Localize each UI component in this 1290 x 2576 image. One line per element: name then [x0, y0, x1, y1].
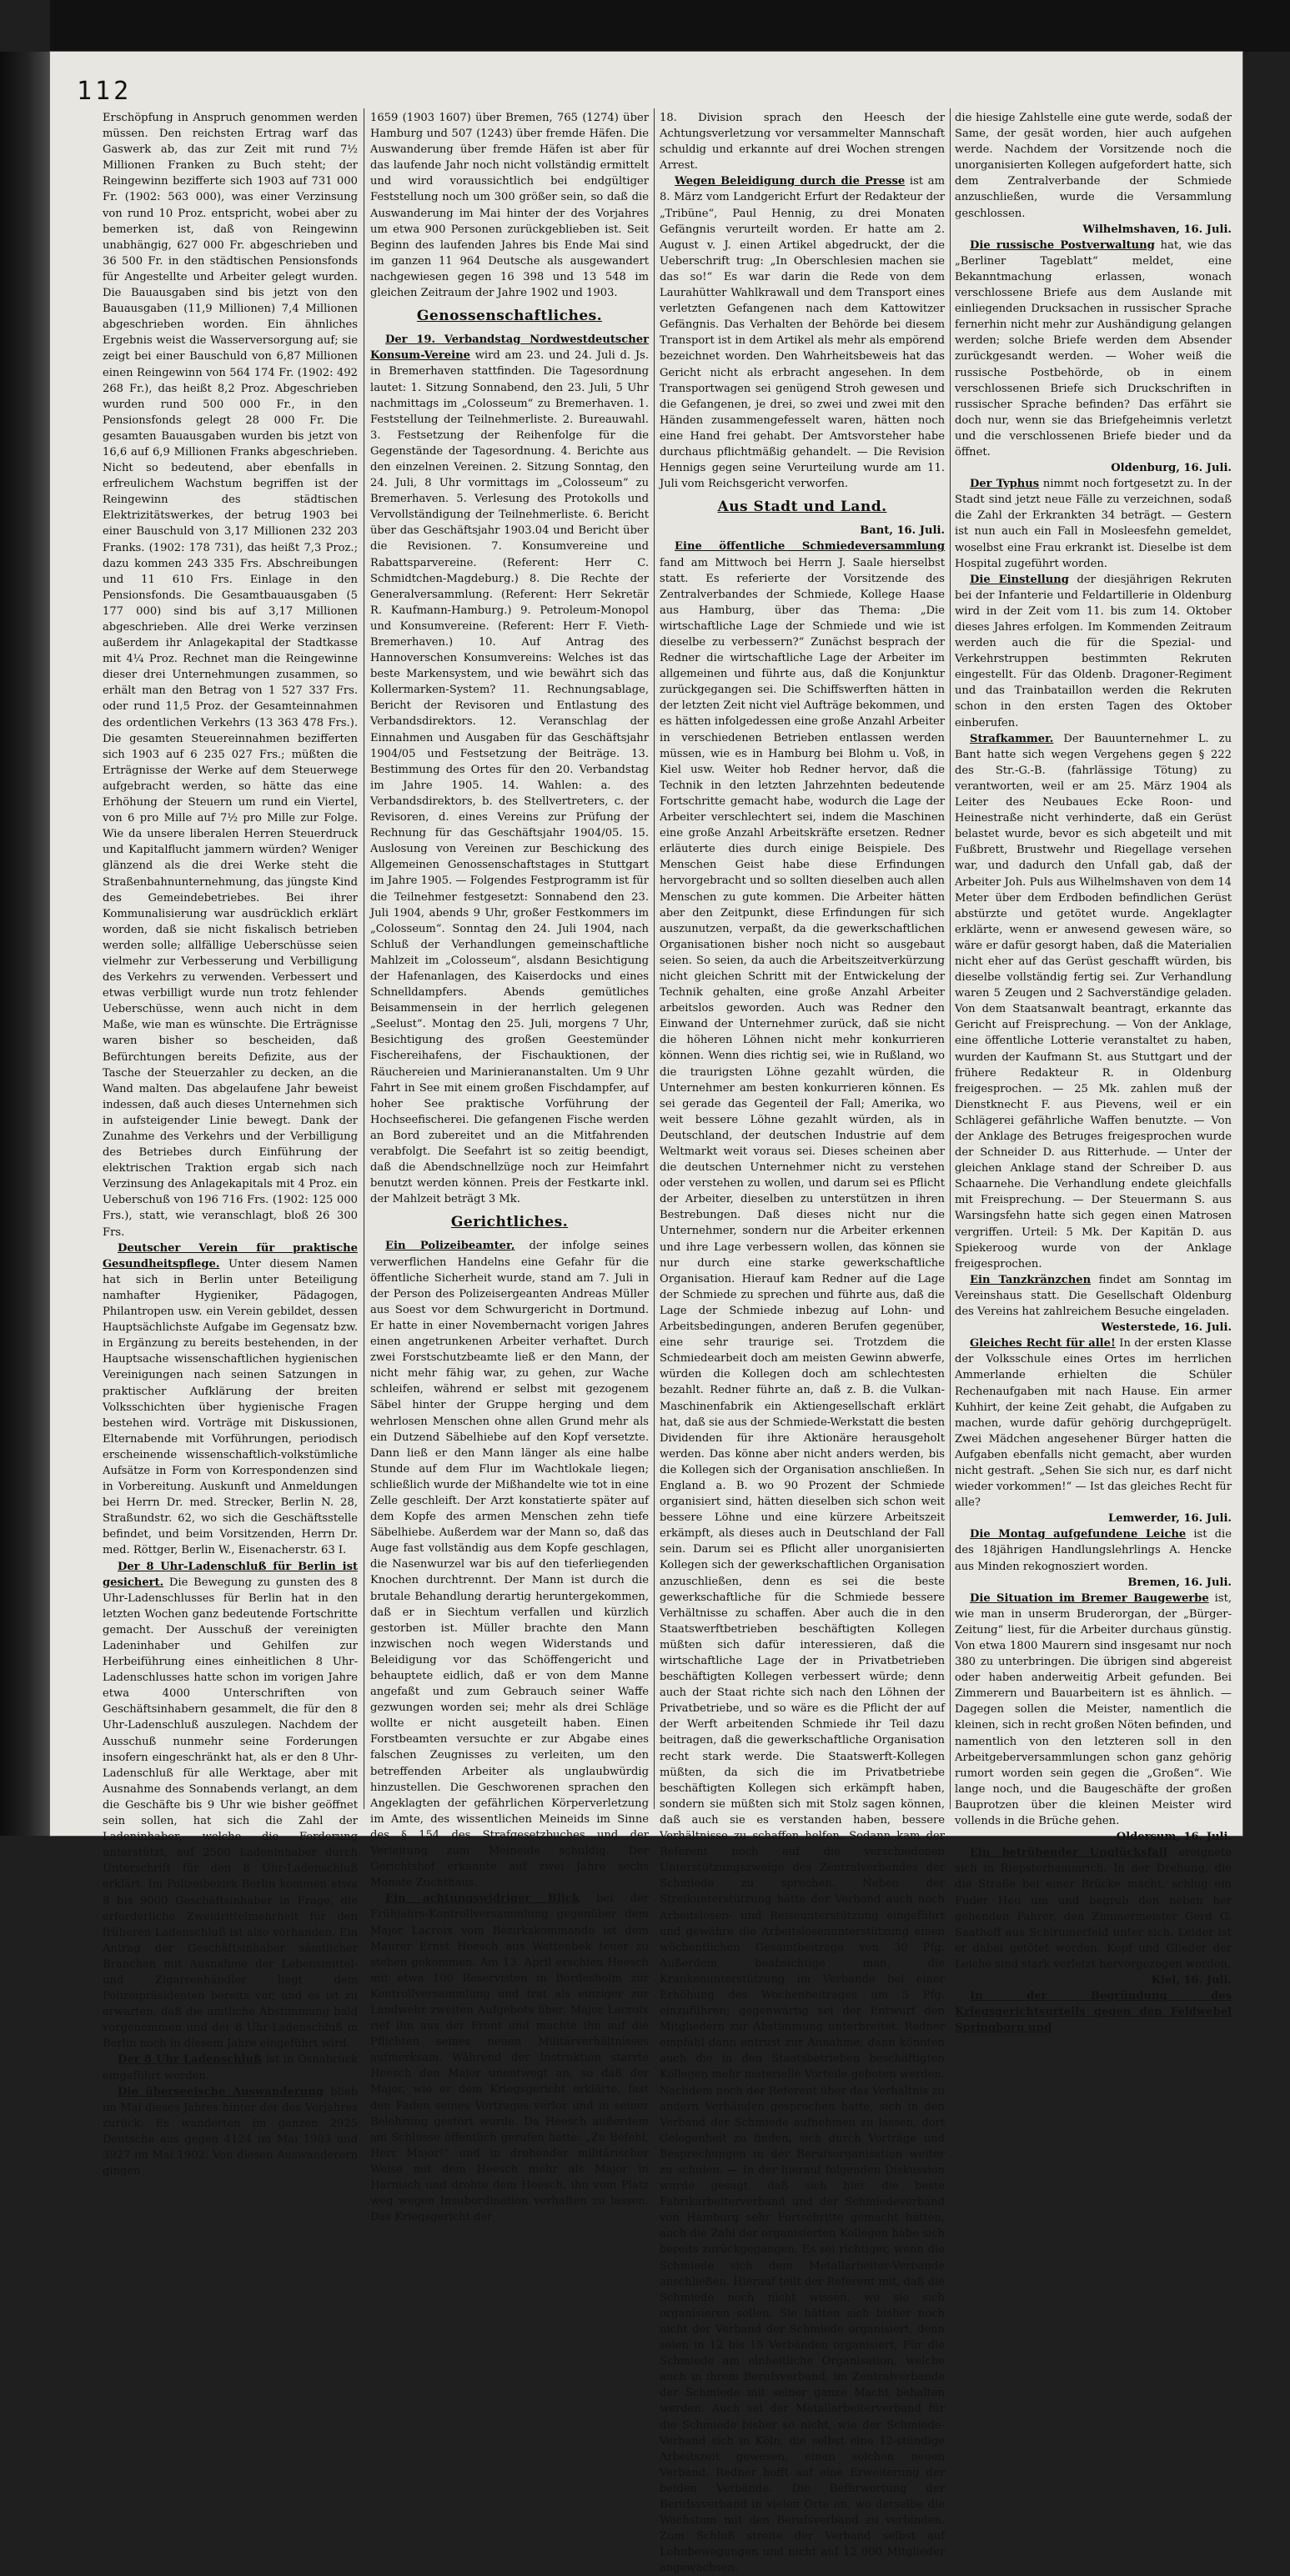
- article-paragraph: [103, 1240, 358, 1559]
- article-headline: Ein Polizeibeamter,: [385, 1240, 515, 1253]
- article-paragraph: [955, 1336, 1232, 1511]
- article-headline: Die Einstellung: [970, 573, 1069, 586]
- article-text: bei der Frühjahrs-Kontrollversammlung gegenüber dem Major Lacroix vom Bezirkskommando ist dem Maurer Ernst Heesch aus Wattenbek teuer zu stehen gekommen. Am 13. April erschien Heesch mit etwa 100 Reservisten in Bordesholm zur Kontrollversammlung und trat als einziger zur Landwehr zweiten Aufgebots über. Major Lacroix rief ihn aus der Front und machte ihn auf die Pflichten seines neuen Militärverhältnisses aufmerksam. Während der Instruktion starrte Heesch den Major unentwegt an, so daß der Major, wie er dem Kriegsgericht erklärte, fast den Faden seines Vortrages verlor und in seiner Belehrung gestört wurde. Da Heesch außerdem am Schlusse öffentlich gerufen hatte: „Zu Befehl, Herr Major!“ und in drohender militärischer Weise mit dem Heesch mehr als Major in Harnisch und drohte dem Heesch, ihn vom Platz weg wegen Insubordination verhaften zu lassen. Das Kriegsgericht der: [370, 1892, 650, 2224]
- article-paragraph: [103, 110, 358, 1240]
- dateline: Bremen, 16. Juli.: [1127, 1576, 1232, 1589]
- dateline: Wilhelmshaven, 16. Juli.: [1082, 223, 1232, 236]
- article-headline: Deutscher Verein für praktische Gesundheitspflege.: [103, 1241, 358, 1270]
- article-paragraph: [955, 731, 1232, 1272]
- article-text: Erschöpfung in Anspruch genommen werden müssen. Den reichsten Ertrag warf das Gaswerk ab, das zur Zeit mit rund 7½ Millionen Franken zu Buch steht; der Reingewinn bezifferte sich 1903 auf 731 000 Fr. (1902: 563 000), was einer Verzinsung von rund 10 Proz. entspricht, wobei aber zu bemerken ist, daß von Reingewinn unabhängig, 627 000 Fr. abgeschrieben und 36 500 Fr. in den städtischen Pensionsfonds für Angestellte und Arbeiter gelegt wurden. Die Bauausgaben sind bis jetzt von den Bauausgaben (11,9 Millionen) 7,4 Millionen abgeschrieben worden. Ein ähnliches Ergebnis weist die Wasserversorgung auf; sie zeigt bei einer Bauschuld von 6,87 Millionen einen Reingewinn von 564 174 Fr. (1902: 492 268 Fr.), das heißt 8,2 Proz. Abgeschrieben wurden rund 500 000 Fr., in den Pensionsfonds gelegt 28 000 Fr. Die gesamten Bauausgaben wurden bis jetzt von 16,6 auf 6,9 Millionen Franks abgeschrieben. Nicht so bedeutend, aber ebenfalls in erfreulichem Wachstum begriffen ist der Reingewinn des städtischen Elektrizitätswerkes, der betrug 1903 bei einer Bauschuld von 3,17 Millionen 232 203 Franks. (1902: 178 731), das heißt 7,3 Proz.; dazu kommen 243 335 Frs. Abschreibungen und 11 610 Frs. Einlage in den Pensionsfonds. Die Gesamtbauausgaben (5 177 000) sind bis auf 3,17 Millionen abgeschrieben. Alle drei Werke verzinsen außerdem ihr Anlagekapital der Stadtkasse mit 4¼ Proz. Rechnet man die Reingewinne dieser drei Unternehmungen zusammen, so erhält man den Betrag von 1 527 337 Frs. oder rund 11,5 Proz. der Gesamteinnahmen des ordentlichen Verkehrs (13 363 478 Frs.). Die gesamten Steuereinnahmen bezifferten sich 1903 auf 6 235 027 Frs.; müßten die Erträgnisse der Werke auf dem Steuerwege aufgebracht werden, so hätte das eine Erhöhung der Steuern um rund ein Viertel, von 6 pro Mille auf 7½ pro Mille zur Folge. Wie da unsere liberalen Herren Steuerdruck und Kapitalflucht jammern würden? Weniger glänzend als die drei Werke steht die Straßenbahnunternehmung, das jüngste Kind des Gemeindebetriebes. Bei ihrer Kommunalisierung war ausdrücklich erklärt worden, daß sie nicht fiskalisch betrieben werden solle; allfällige Ueberschüsse seien vielmehr zur Verbesserung und Verbilligung des Verkehrs zu verwenden. Verbessert und etwas verbilligt wurde nun trotz fehlender Ueberschüsse, wenn auch nicht in dem Maße, wie man es wünschte. Die Erträgnisse waren bisher so bescheiden, daß Befürchtungen bereits Defizite, aus der Tasche der Steuerzahler zu decken, an die Wand malten. Das abgelaufene Jahr beweist indessen, daß auch dieses Unternehmen sich in aufsteigender Linie bewegt. Dank der Zunahme des Verkehrs und der Verbilligung des Betriebes durch Einführung der elektrischen Traktion ergab sich nach Verzinsung des Anlagekapitals mit 4 Proz. ein Ueberschuß von 196 716 Frs. (1902: 125 000 Frs.), statt, wie veranschlagt, bloß 26 300 Frs.: [103, 112, 358, 1239]
- article-text: der infolge seines verwerflichen Handelns eine Gefahr für die öffentliche Sicherheit wurde, stand am 7. Juli in der Person des Polizeisergeanten Andreas Müller aus Soest vor dem Schwurgericht in Dortmund. Er hatte in einer Novembernacht vorigen Jahres einen angetrunkenen Arbeiter verhaftet. Durch zwei Forstschutzbeamte ließ er den Mann, der nicht mehr fähig war, zu gehen, zur Wache schleifen, während er selbst mit gezogenem Säbel hinter der Gruppe herging und dem wehrlosen Menschen ohne allen Grund mehr als ein Dutzend Säbelhiebe auf den Kopf versetzte. Dann ließ er den Mann länger als eine halbe Stunde auf dem Flur im Wachtlokale liegen; schließlich wurde der Mißhandelte wie tot in eine Zelle geschleift. Der Arzt konstatierte später auf dem Kopfe des armen Menschen zehn tiefe Säbelhiebe. Außerdem war der Mann so, daß das Auge fast vollständig aus dem Kopfe geschlagen, die Nasenwurzel war bis auf den tieferliegenden Knochen durchtrennt. Der Mann ist durch die brutale Behandlung derartig heruntergekommen, daß er in Siechtum verfallen und kürzlich gestorben ist. Müller brachte den Mann inzwischen noch wegen Widerstands und Beleidigung vor das Schöffengericht und behauptete eidlich, daß er von dem Manne angefaßt und zum Gebrauch seiner Waffe gezwungen worden sei; mehr als drei Schläge wollte er nicht ausgeteilt haben. Einen Forstbeamten versuchte er zur Abgabe eines falschen Zeugnisses zu verleiten, um den betreffenden Arbeiter als unglaubwürdig hinzustellen. Die Geschworenen sprachen den Angeklagten der gefährlichen Körperverletzung im Amte, des wissentlichen Meineids im Sinne des § 154 des Strafgesetzbuches und der Verleitung zum Meineide schuldig. Der Gerichtshof erkannte auf zwei Jahre sechs Monate Zuchthaus.: [370, 1240, 649, 1890]
- dateline: Lemwerder, 16. Juli.: [1107, 1512, 1232, 1526]
- column-3: [660, 110, 945, 2575]
- section-heading: Genossenschaftliches.: [416, 308, 603, 325]
- article-paragraph: [103, 2052, 358, 2083]
- article-paragraph: [660, 539, 945, 2576]
- article-headline: Die russische Postverwaltung: [970, 238, 1155, 252]
- article-paragraph: [370, 1891, 649, 2225]
- article-headline: Der 19. Verbandstag Nordwestdeutscher Konsum-Vereine: [370, 333, 649, 363]
- article-text: ist in Osnabrück eingeführt worden.: [103, 2053, 358, 2082]
- article-text: nimmt noch fortgesetzt zu. In der Stadt sind jetzt neue Fälle zu verzeichnen, sodaß die Zahl der Erkrankten 34 beträgt. — Gestern ist nun auch ein Fall in Mosleesfehn gemeldet, woselbst eine Frau erkrankt ist. Dieselbe ist dem Hospital zugeführt worden.: [955, 478, 1232, 570]
- column-2: [370, 110, 650, 2224]
- section-heading: Aus Stadt und Land.: [717, 499, 887, 516]
- article-headline: Die Montag aufgefundene Leiche: [970, 1528, 1187, 1541]
- article-headline: In der Begründung des Kriegsgerichtsurteils gegen den Feldwebel Springborn und: [955, 1990, 1232, 2035]
- article-headline: Ein betrübender Unglücksfall: [970, 1847, 1167, 1860]
- article-paragraph: [955, 1988, 1232, 2036]
- article-text: wird am 23. und 24. Juli d. Js. in Bremerhaven stattfinden. Die Tagesordnung lautet: 1. Sitzung Sonnabend, den 23. Juli, 5 Uhr nachmittags im „Colosseum“ zu Bremerhaven. 1. Feststellung der Teilnehmerliste. 2. Bureauwahl. 3. Festsetzung der Reihenfolge für die Gegenstände der Tagesordnung. 4. Berichte aus den einzelnen Vereinen. 2. Sitzung Sonntag, den 24. Juli, 8 Uhr vormittags im „Colosseum“ zu Bremerhaven. 5. Verlesung des Protokolls und Vervollständigung der Teilnehmerliste. 6. Bericht über das Geschäftsjahr 1903.04 und Bericht über die Revisionen. 7. Konsumvereine und Rabattsparvereine. (Referent: Herr C. Schmidtchen-Magdeburg.) 8. Die Rechte der Generalversammlung. (Referent: Herr Sekretär R. Kaufmann-Hamburg.) 9. Petroleum-Monopol und Konsumvereine. (Referent: Herr F. Vieth-Bremerhaven.) 10. Auf Antrag des Hannoverschen Konsumvereins: Welches ist das beste Markensystem, und wie bewährt sich das Kollermarken-System? 11. Rechnungsablage, Bericht der Revisoren und Entlastung des Verbandsdirektors. 12. Veranschlag der Einnahmen und Ausgaben für das Geschäftsjahr 1904/05 und Festsetzung der Beiträge. 13. Bestimmung des Ortes für den 20. Verbandstag im Jahre 1905. 14. Wahlen: a. des Verbandsdirektors, b. des Stellvertreters, c. der Revisoren, d. eines Vereins zur Prüfung der Rechnung für das Geschäftsjahr 1904/05. 15. Auslosung von Vereinen zur Beschickung des Allgemeinen Genossenschaftstages in Stuttgart im Jahre 1905. — Folgendes Festprogramm ist für die Teilnehmer festgesetzt: Sonnabend den 23. Juli 1904, abends 9 Uhr, großer Festkommers im „Colosseum“. Sonntag den 24. Juli 1904, nach Schluß der Verhandlungen gemeinschaftliche Mahlzeit im „Colosseum“, alsdann Besichtigung der Hafenanlagen, des Kaiserdocks und eines Schnelldampfers. Abends gemütliches Beisammensein in der herrlich gelegenen „Seelust“. Montag den 25. Juli, morgens 7 Uhr, Besichtigung des großen Geestemünder Fischereihafens, der Fischauktionen, der Räuchereien und Marinierananstalten. Um 9 Uhr Fahrt in See mit einem großen Fischdampfer, auf hoher See praktische Vorführung der Hochseefischerei. Die gefangenen Fische werden an Bord zubereitet und an die Mitfahrenden verabfolgt. Die Seefahrt ist so zeitig beendigt, daß die Abendschnellzüge noch zur Heimfahrt benutzt werden können. Preis der Festkarte inkl. der Mahlzeit beträgt 3 Mk.: [370, 349, 649, 1206]
- article-text: blieb im Mai dieses Jahres hinter der des Vorjahres zurück. Es wanderten im ganzen 2925 Deutsche aus gegen 4124 im Mai 1903 und 3927 im Mai 1902. Von diesen Auswanderern gingen: [103, 2085, 358, 2178]
- article-text: Der Bauunternehmer L. zu Bant hatte sich wegen Vergehens gegen § 222 des Str.-G.-B. (fahrlässige Tötung) zu verantworten, weil er am 25. März 1904 als Leiter des Neubaues Ecke Roon- und Heinestraße nicht verhinderte, daß ein Gerüst belastet wurde, bevor es sich abgeteilt und mit Fußbrett, Brustwehr und Riegellage versehen war, und dadurch den Unfall gab, daß der Arbeiter Joh. Puls aus Wilhelmshaven von dem 14 Meter über dem Erdboden befindlichen Gerüst abstürzte und getötet wurde. Angeklagter erklärte, wenn er anwesend gewesen wäre, so wäre er dafür gesorgt haben, daß die Materialien nicht eher auf das Gerüst geschafft würden, bis dieselbe vollständig fertig sei. Zur Verhandlung waren 5 Zeugen und 2 Sachverständige geladen. Von dem Staatsanwalt beantragt, erkannte das Gericht auf Freisprechung. — Von der Anklage, eine öffentliche Lotterie veranstaltet zu haben, wurden der Kaufmann St. aus Stuttgart und der frühere Redakteur R. in Oldenburg freigesprochen. — 25 Mk. zahlen muß der Dienstknecht F. aus Pievens, weil er ein Schlägerei gefährliche Waffen benutzte. — Von der Anklage des Betruges freigesprochen wurde der Schneider D. aus Ritterhude. — Unter der gleichen Anklage stand der Schreiber D. aus Schaarnehe. Die Verhandlung endete gleichfalls mit Freisprechung. — Der Steuermann S. aus Warsingsfehn hatte sich gegen einen Matrosen vergriffen. Urteil: 5 Mk. Der Kapitän D. aus Spiekeroog wurde von der Anklage freigesprochen.: [955, 732, 1232, 1270]
- article-headline: Ein Tanzkränzchen: [970, 1273, 1092, 1286]
- article-paragraph: [955, 1591, 1232, 1829]
- dateline: Kiel, 16. Juli.: [1151, 1973, 1232, 1987]
- article-headline: Die überseeische Auswanderung: [118, 2085, 324, 2098]
- article-paragraph: [103, 2084, 358, 2180]
- article-paragraph: [955, 572, 1232, 731]
- article-text: ist, wie man in unserm Bruderorgan, der „Bürger-Zeitung“ liest, für die Arbeiter durchaus günstig. Von etwa 1800 Maurern sind insgesamt nur noch 380 zu unterbringen. Die übrigen sind abgereist oder haben anderweitig Arbeit gefunden. Bei Zimmerern und Bauarbeitern ist es ähnlich. — Dagegen sollen die Meister, namentlich die kleinen, sich in recht großen Nöten befinden, und namentlich von den letzteren soll in den Arbeitgeberversammlungen schon ganz gehörig rumort worden sein gegen die „Großen“. Wie lange noch, und die Baugeschäfte der großen Bauprotzen über die kleinen Meister wird vollends in die Brüche gehen.: [955, 1591, 1232, 1828]
- column-1: [103, 110, 358, 2178]
- dateline: Oldersum, 16. Juli.: [1116, 1831, 1232, 1844]
- article-text: ist am 8. März vom Landgericht Erfurt der Redakteur der „Tribüne“, Paul Hennig, zu drei Monaten Gefängnis verurteilt worden. Er hatte am 2. August v. J. einen Artikel abgedruckt, der die Ueberschrift trug: „In Oberschlesien machen sie das so!“ Es war darin die Rede von dem Laurahütter Wahlkrawall und dem Transport eines verletzten Gefangenen nach dem Kattowitzer Gefängnis. Das Verhalten der Behörde bei diesem Transport ist in dem Artikel als mehr als empörend bezeichnet worden. Den Wahrheitsbeweis hat das Gericht nicht als erbracht angesehen. In dem Transportwagen sei genügend Stroh gewesen und die Gefangenen, je drei, so zwei und zwei mit den Händen zusammengefesselt waren, hätten noch eine Hand frei gehabt. Der Amtsvorsteher habe durchaus pflichtmäßig gehandelt. — Die Revision Hennigs gegen seine Verurteilung wurde am 11. Juli vom Reichsgericht verworfen.: [660, 175, 945, 491]
- article-text: Unter diesem Namen hat sich in Berlin unter Beteiligung namhafter Hygieniker, Pädagogen, Philantropen usw. ein Verein gebildet, dessen Hauptsächlichste Aufgabe im Gegensatz bzw. in Ergänzung zu bereits bestehenden, in der Hauptsache wissenschaftlichen hygienischen Vereinigungen nach seinen Satzungen in praktischer Aufklärung der breiten Volksschichten über hygienische Fragen bestehen wird. Vorträge mit Diskussionen, Elternabende mit Vorführungen, periodisch erscheinende wissenschaftlich-volkstümliche Aufsätze in Form von Korrespondenzen sind in Vorbereitung. Auskunft und Anmeldungen bei Herrn Dr. med. Strecker, Berlin N. 28, Straßundstr. 62, wo sich die Geschäftsstelle befindet, und beim Vorsitzenden, Herrn Dr. med. Röttger, Berlin W., Eisenacherstr. 63 I.: [103, 1257, 358, 1557]
- article-paragraph: [660, 173, 945, 492]
- article-headline: Der 8 Uhr Ladenschluß: [118, 2053, 262, 2067]
- section-heading: Gerichtliches.: [450, 1214, 569, 1231]
- article-headline: Ein achtungswidriger Blick: [385, 1892, 580, 1906]
- article-text: fand am Mittwoch bei Herrn J. Saale hierselbst statt. Es referierte der Vorsitzende des Zentralverbandes der Schmiede, Kollege Haase aus Hamburg, über das Thema: „Die wirtschaftliche Lage der Schmiede und wie ist dieselbe zu verbessern?“ Zunächst besprach der Redner die wirtschaftliche Lage der Arbeiter im allgemeinen und führte aus, daß die Konjunktur zurückgegangen sei. Die Schiffswerften hätten in der letzten Zeit nicht viel Aufträge bekommen, und es hätten infolgedessen eine große Anzahl Arbeiter in verschiedenen Betrieben entlassen werden müssen, wie es in Hamburg bei Blohm u. Voß, in Kiel usw. Weiter hob Redner hervor, daß die Technik in den letzten Jahrzehnten bedeutende Fortschritte gemacht habe, wodurch die Lage der Arbeiter verschlechtert sei, indem die Maschinen eine große Anzahl Arbeitskräfte ersetzen. Redner erläuterte dies durch einige Beispiele. Des Menschen Geist habe diese Erfindungen hervorgebracht und so sollten dieselben auch allen Menschen zu gute kommen. Die Arbeiter hätten aber den Zeitpunkt, diese Erfindungen für sich auszunutzen, verpaßt, da die gewerkschaftlichen Organisationen bisher noch nicht so ausgebaut seien. So seien, da auch die Arbeitszeitverkürzung nicht gleichen Schritt mit der Entwickelung der Technik gehalten, eine große Anzahl Arbeiter arbeitslos geworden. Auch was Redner den Einwand der Unternehmer zurück, daß sie nicht die höheren Löhnen nicht mehr konkurrieren können. Wenn dies richtig sei, wie in Rußland, wo die traurigsten Löhne gezahlt würden, die Unternehmer am besten konkurrieren können. Es sei gerade das Gegenteil der Fall; Amerika, wo weit bessere Löhne gezahlt würden, als in Deutschland, der deutschen Industrie auf dem Weltmarkt weit voraus sei. Dieses scheinen aber die deutschen Unternehmer nicht zu verstehen oder verstehen zu wollen, und darum sei es Pflicht der Arbeiter, dieselben zu unterstützen in ihren Bestrebungen. Daß dieses nicht nur die Unternehmer, sondern nur die Arbeiter erkennen und ihre Lage verbessern wollen, das können sie nur durch eine starke gewerkschaftliche Organisation. Hierauf kam Redner auf die Lage der Schmiede zu sprechen und führte aus, daß die Lage der Schmiede inbezug auf Lohn- und Arbeitsbedingungen, anderen Berufen gegenüber, eine sehr traurige sei. Trotzdem die Schmiedearbeit doch am meisten Gewinn abwerfe, würden die Kollegen doch am schlechtesten bezahlt. Redner führte an, daß z. B. die Vulkan-Maschinenfabrik ein Aktiengesellschaft erklärt hat, daß sie aus der Schmiede-Werkstatt die besten Dividenden für ihre Aktionäre herausgeholt werden. Das könne aber nicht anders werden, bis die Kollegen sich der Organisation anschließen. In England a. B. wo 90 Prozent der Schmiede organisiert sind, hätten dieselben sich schon weit bessere Löhne und eine kürzere Arbeitszeit erkämpft, als dieses auch in Deutschland der Fall sein. Darum sei es Pflicht aller unorganisierten Kollegen sich der gewerkschaftlichen Organisation anzuschließen, denn es sei die beste gewerkschaftliche für die Schmiede bessere Verhältnisse zu schaffen. Aber auch die in den Staatswerftbetrieben beschäftigten Kollegen müßten sich dafür interessieren, daß die wirtschaftliche Lage der in Privatbetrieben beschäftigten Kollegen verbessert würde; denn auch der Staat richte sich nach den Löhnen der Privatbetriebe, und so wäre es die Pflicht der auf der Werft arbeitenden Schmiede ihr Teil dazu beitragen, daß die gewerkschaftliche Organisation recht stark werde. Die Staatswerft-Kollegen müßten, da sich die im Privatbetriebe beschäftigten Kollegen sich erkämpft haben, sondern sie müßten sich mit Stolz sagen können, daß auch sie es verstanden haben, bessere Verhältnisse zu schaffen helfen. Sodann kam der Referent noch auf die verschiedenen Unterstützungszweige des Zentralverbandes der Schmiede zu sprechen. Neben der Streikunterstützung hätte der Verband auch noch Arbeitslosen- und Reiseunterstützung eingeführt und gewähre die Arbeitslosenunterstützung einen wöchentlichen Gesamtbeitrage von 30 Pfg. Außerdem beabsichtige man, die Krankenunterstützung im Verbande bei einer Erhöhung des Wochenbeitrages um 5 Pfg. einzuführen; gegenwärtig sei der Entwurf den Mitgliedern zur Abstimmung unterbreitet. Redner empfahl dann entrust zur Annahme; dann könnten auch die in den Staatsbetrieben beschäftigten Kollegen mehr materielle Vorteile geboten werden. Nachdem noch der Referent über das Verhältnis zu andern Verbänden gesprochen hatte, sich in den Verband der Schmiede aufnehmen zu lassen, dort Gelegenheit zu finden, sich durch Vorträge und Besprechungen in der Berufsorganisation weiter zu schulen. — In der hierauf folgenden Diskussion wurde gesagt, daß sich hier die beste Fabrikarbeiterverband und der Schmiedeverband von Hamburg sehr Fortschritte gemacht hätten, auch die Zahl der organisierten Kollegen habe sich bereits zurückgegangen. Es sei richtiger, wenn die Schmiede sich dem Metallarbeiter-Verbande anschließen. Hierauf teilt der Referent mit, daß die Schmiede noch nicht wissen, wo sie sich organisieren sollen. Sie hätten sich bisher noch nicht der Verband der Schmiede organisiert, denn seien in 12 bis 15 Verbänden organisiert, Für die Schmiede am einheitliche Organisation, welche auch in ihrem Berufsverband, im Zentralverbande der Schmiede mit seiner ganze Macht behalten werden. Auch sei der Metallarbeiterverband für die Schmiede bisher so nicht, wie der Schmiede-Verband sich in Köln, die selbst eine 12-stündige Arbeitszeit gewesen, einen solchen neuen Verband. Redner hofft auf eine Erweiterung der beiden Verbände. Die Befürwortung der Berufssverband in vielen Orte an, wo derselbe die Wachstum mit den Berufsverband zu verbinden. Zum Schluß streite der Verband selbst auf Lohnbewegungen und nicht auf 12 000 Mitglieder angewachsen.: [660, 556, 945, 2575]
- article-text: Die Bewegung zu gunsten des 8 Uhr-Ladenschlusses für Berlin hat in den letzten Wochen ganz bedeutende Fortschritte gemacht. Der Ausschuß der vereinigten Ladeninhaber und Gehilfen zur Herbeiführung eines einheitlichen 8 Uhr-Ladenschlusses hatte schon im vorigen Jahre etwa 4000 Unterschriften von Geschäftsinhabern gesammelt, die für den 8 Uhr-Ladenschluß auszulegen. Nachdem der Ausschuß nunmehr seine Forderungen insofern eingeschränkt hat, als er den 8 Uhr-Ladenschluß für alle Werktage, aber mit Ausnahme des Sonnabends verlangt, an dem die Geschäfte bis 9 Uhr wie bisher geöffnet sein sollen, hat sich die Zahl der Ladeninhaber, welche die Forderung unterstützt, auf 2500 Ladeninhaber durch Unterschrift für den 8 Uhr-Ladenschluß erklärt. Im Polizeibezirk Berlin kommen etwa 8 bis 9000 Geschäftsinhaber in Frage, die erforderliche Zweidrittelmehrheit für den früheren Ladenschluß ist also vorhanden. Ein Antrag der Geschäftsinhaber sämtlicher Branchen mit Ausnahme der Lebensmittel- und Zigarrenhändler liegt dem Polizeipräsidenten bereits vor, und es ist zu erwarten, daß die amtliche Abstimmung bald vorgenommen und der 8 Uhr-Ladenschluß in Berlin noch in diesem Jahre eingeführt wird.: [103, 1576, 358, 2051]
- column-rule: [654, 108, 655, 1809]
- column-4: [955, 110, 1232, 2035]
- article-text: 1659 (1903 1607) über Bremen, 765 (1274) über Hamburg und 507 (1243) über fremde Häfen. Die Auswanderung über fremde Häfen ist aber für das laufende Jahr noch nicht vollständig ermittelt und wird voraussichtlich bei endgültiger Feststellung noch um 300 größer sein, so daß die Auswanderung im Mai hinter der des Vorjahres um etwa 900 Personen zurückgeblieben ist. Seit Beginn des laufenden Jahres bis Ende Mai sind im ganzen 11 964 Deutsche als ausgewandert nachgewiesen gegen 16 398 und 13 548 im gleichen Zeitraum der Jahre 1902 und 1903.: [370, 112, 649, 300]
- article-paragraph: [955, 238, 1232, 460]
- column-rule: [950, 108, 951, 1809]
- article-paragraph: [370, 1238, 649, 1891]
- article-headline: Eine öffentliche Schmiedeversammlung: [675, 540, 945, 554]
- article-headline: Die Situation im Bremer Baugewerbe: [970, 1591, 1209, 1605]
- article-text: hat, wie das „Berliner Tageblatt“ meldet, eine Bekanntmachung erlassen, wonach verschlossene Briefe aus dem Auslande mit einliegenden Drucksachen in russischer Sprache fernerhin nicht mehr zur Aushändigung gelangen werden; solche Briefe werden dem Absender zurückgesandt werden. — Woher weiß die russische Postbehörde, ob in einem verschlossenen Briefe sich Druckschriften in russischer Sprache befinden? Das erfährt sie doch nur, wenn sie das Briefgeheimnis verletzt und die verschlossenen Briefe bieder und da öffnet.: [955, 238, 1232, 459]
- article-paragraph: [955, 1272, 1232, 1320]
- dateline: Oldenburg, 16. Juli.: [1111, 462, 1232, 475]
- article-headline: Gleiches Recht für alle!: [970, 1337, 1116, 1351]
- page-number: 112: [77, 77, 133, 106]
- article-paragraph: [370, 110, 649, 301]
- article-headline: Der Typhus: [970, 478, 1040, 491]
- article-headline: Strafkammer.: [970, 732, 1054, 745]
- article-text: findet am Sonntag im Vereinshaus statt. Die Gesellschaft Oldenburg des Vereins hat zahlreichem Besuche eingeladen.: [955, 1273, 1232, 1319]
- article-paragraph: [660, 110, 945, 173]
- article-paragraph: [955, 110, 1232, 222]
- article-text: 18. Division sprach den Heesch der Achtungsverletzung vor versammelter Mannschaft schuldig und erkannte auf drei Wochen strengen Arrest.: [660, 112, 945, 173]
- article-text: der diesjährigen Rekruten bei der Infanterie und Feldartillerie in Oldenburg wird in der Zeit vom 11. bis zum 14. Oktober dieses Jahres erfolgen. Im Kommenden Zeitraum werden auch die für die Spezial- und Verkehrstruppen bestimmten Rekruten eingestellt. Für das Oldenb. Dragoner-Regiment und das Trainbataillon werden die Rekruten schon in den ersten Tagen des Oktober einberufen.: [955, 573, 1232, 729]
- article-paragraph: [955, 1526, 1232, 1574]
- article-paragraph: [370, 332, 649, 1207]
- scan-top-border: [50, 0, 1290, 52]
- article-paragraph: [955, 1845, 1232, 1972]
- dateline: Westerstede, 16. Juli.: [1101, 1321, 1232, 1335]
- article-paragraph: [955, 476, 1232, 572]
- book-binding-edge: [0, 52, 50, 1836]
- article-text: ereignete sich in Riepsterhammrich. In der Drehung, die die Straße bei einer Brücke macht, schlug ein Fuder Heu um und begrub den neben her gehenden Fahrer, den Zimmermeister Gerd G. Saathoff aus Schirumerfeld unter sich. Leider ist er dabei getötet worden. Kopf und Glieder der Leiche sind stark verletzt hervorgezogen worden.: [955, 1847, 1232, 1971]
- article-headline: Wegen Beleidigung durch die Presse: [675, 175, 906, 188]
- article-headline: Der 8 Uhr-Ladenschluß für Berlin ist gesichert.: [103, 1560, 358, 1589]
- article-text: ist die des 18jährigen Handlungslehrlings A. Hencke aus Minden rekognosziert worden.: [955, 1528, 1232, 1573]
- article-text: die hiesige Zahlstelle eine gute werde, sodaß der Same, der gesät worden, hier auch aufgehen werde. Nachdem der Vorsitzende noch die unorganisierten Kollegen aufgefordert hatte, sich dem Zentralverbande der Schmiede anzuschließen, wurde die Versammlung geschlossen.: [955, 112, 1232, 220]
- article-paragraph: [103, 1559, 358, 2052]
- dateline: Bant, 16. Juli.: [860, 524, 945, 538]
- article-text: In der ersten Klasse der Volksschule eines Ortes im herrlichen Ammerlande erhielten die Schüler Rechenaufgaben mit nach Hause. Ein armer Kuhhirt, der keine Zeit gehabt, die Aufgaben zu machen, wurde dafür gehörig durchgeprügelt. Zwei Mädchen angesehener Bürger hatten die Aufgaben ebenfalls nicht gemacht, aber wurden nicht gestraft. „Sehen Sie sich nur, es darf nicht wieder vorkommen!“ — Ist das gleiches Recht für alle?: [955, 1337, 1232, 1510]
